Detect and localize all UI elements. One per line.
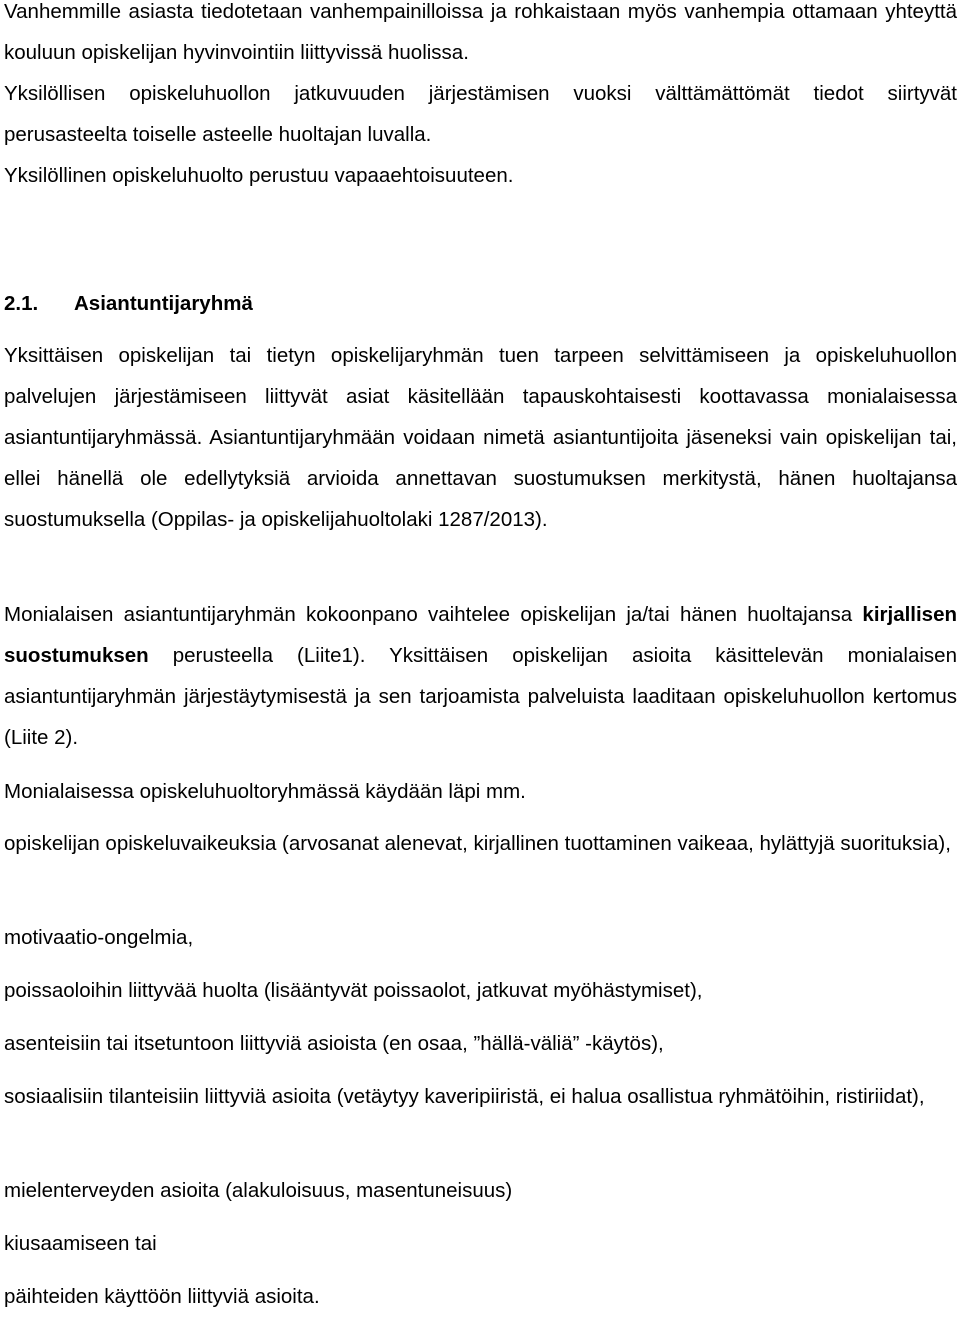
intro-section [4, 0, 957, 196]
list-item: motivaatio-ongelmia, [4, 926, 194, 949]
section-title: Asiantuntijaryhmä [74, 292, 253, 315]
paragraph-parents-info: Vanhemmille asiasta tiedotetaan vanhempainilloissa ja rohkaistaan myös vanhempia ottamaan yhteyttä kouluun opiskelijan hyvinvointiin liittyvissä huolissa. [4, 0, 957, 64]
body-section [4, 335, 957, 540]
list-item: poissaoloihin liittyvää huolta (lisääntyvät poissaolot, jatkuvat myöhästymiset), [4, 979, 703, 1002]
paragraph-voluntary: Yksilöllinen opiskeluhuolto perustuu vapaaehtoisuuteen. [4, 164, 514, 187]
list-item: mielenterveyden asioita (alakuloisuus, masentuneisuus) [4, 1179, 513, 1202]
composition-text-before: Monialaisen asiantuntijaryhmän kokoonpano vaihtelee opiskelijan ja/tai hänen huoltajansa [4, 603, 853, 626]
list-item: päihteiden käyttöön liittyviä asioita. [4, 1285, 320, 1308]
body-section-3 [4, 771, 957, 812]
list-item: asenteisiin tai itsetuntoon liittyviä asioista (en osaa, ”hällä-väliä” -käytös), [4, 1032, 664, 1055]
composition-text-after: perusteella (Liite1). Yksittäisen opiskelijan asioita käsittelevän monialaisen asiantuntijaryhmän järjestäytymisestä ja sen tarjoamista palveluista laaditaan opiskeluhuollon kertomus (Liite 2). [4, 644, 957, 749]
section-heading [4, 283, 253, 324]
paragraph-composition [4, 594, 957, 758]
paragraph-data-transfer: Yksilöllisen opiskeluhuollon jatkuvuuden järjestämisen vuoksi välttämättömät tiedot siirtyvät perusasteelta toiselle asteelle huoltajan luvalla. [4, 82, 957, 146]
body-section-2 [4, 594, 957, 758]
list-item: kiusaamiseen tai [4, 1232, 157, 1255]
paragraph-expert-group: Yksittäisen opiskelijan tai tietyn opiskelijaryhmän tuen tarpeen selvittämiseen ja opiskeluhuollon palvelujen järjestämiseen liittyvät asiat käsitellään tapauskohtaisesti koottavassa monialaisessa asiantuntijaryhmässä. Asiantuntijaryhmään voidaan nimetä asiantuntijoita jäseneksi vain opiskelijan tai, ellei hänellä ole edellytyksiä arvioida annettavan suostumuksen merkitystä, hänen huoltajansa suostumuksella (Oppilas- ja opiskelijahuoltolaki 1287/2013). [4, 344, 957, 531]
list-item: sosiaalisiin tilanteisiin liittyviä asioita (vetäytyy kaveripiiristä, ei halua osallistua ryhmätöihin, ristiriidat), [4, 1085, 925, 1108]
list-item: opiskelijan opiskeluvaikeuksia (arvosanat alenevat, kirjallinen tuottaminen vaikeaa, hylättyjä suorituksia), [4, 832, 951, 855]
written-consent-bold: kirjallisen suostumuksen [4, 603, 958, 667]
paragraph-topics-intro: Monialaisessa opiskeluhuoltoryhmässä käydään läpi mm. [4, 780, 526, 803]
section-number: 2.1. [4, 292, 39, 315]
